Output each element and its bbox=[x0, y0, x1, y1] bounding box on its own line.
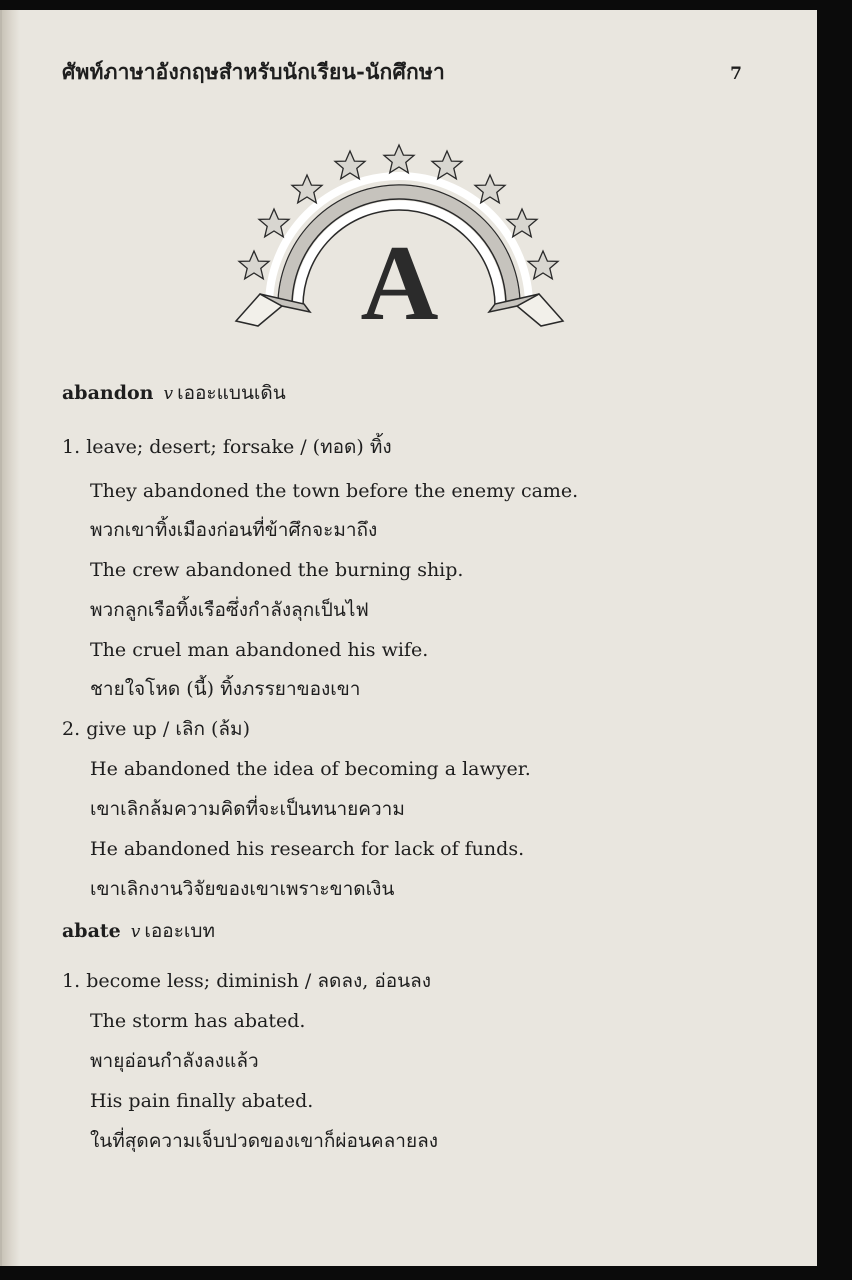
example-th: เขาเลิกล้มความคิดที่จะเป็นทนายความ bbox=[90, 798, 405, 820]
entry-abate bbox=[62, 916, 215, 946]
example-th: พายุอ่อนกำลังลงแล้ว bbox=[90, 1050, 259, 1072]
example-en: They abandoned the town before the enemy came. bbox=[90, 480, 579, 502]
example-th: พวกเขาทิ้งเมืองก่อนที่ข้าศึกจะมาถึง bbox=[90, 519, 378, 541]
section-letter: A bbox=[360, 224, 439, 343]
section-emblem bbox=[232, 136, 567, 343]
example-en: He abandoned the idea of becoming a lawyer. bbox=[90, 758, 531, 780]
example-th: ในที่สุดความเจ็บปวดของเขาก็ผ่อนคลายลง bbox=[90, 1130, 438, 1152]
example-th: พวกลูกเรือทิ้งเรือซึ่งกำลังลุกเป็นไฟ bbox=[90, 599, 369, 621]
pronunciation: เออะแบนเดิน bbox=[177, 382, 286, 404]
headword: abandon bbox=[62, 382, 154, 404]
page-spine-shadow bbox=[2, 10, 20, 1266]
sense-number: 2. bbox=[62, 718, 81, 740]
sense-number: 1. bbox=[62, 436, 81, 458]
sense-definition: give up / เลิก (ล้ม) bbox=[86, 718, 250, 740]
running-header-title: ศัพท์ภาษาอังกฤษสำหรับนักเรียน-นักศึกษา bbox=[62, 59, 445, 84]
example-en: The crew abandoned the burning ship. bbox=[90, 559, 464, 581]
example-en: He abandoned his research for lack of funds. bbox=[90, 838, 525, 860]
sense-line bbox=[62, 434, 392, 460]
example-en: His pain finally abated. bbox=[90, 1090, 314, 1112]
example-en: The storm has abated. bbox=[90, 1010, 306, 1032]
part-of-speech: v bbox=[130, 922, 141, 942]
part-of-speech: v bbox=[163, 384, 174, 404]
sense-number: 1. bbox=[62, 970, 81, 992]
headword: abate bbox=[62, 920, 121, 942]
pronunciation: เออะเบท bbox=[144, 920, 215, 942]
entry-headword-line bbox=[62, 916, 215, 946]
sense-line bbox=[62, 968, 431, 994]
entry-abandon bbox=[62, 378, 286, 408]
entry-headword-line bbox=[62, 378, 286, 408]
example-th: ชายใจโหด (นี้) ทิ้งภรรยาของเขา bbox=[90, 678, 361, 700]
page-number: 7 bbox=[730, 64, 742, 84]
book-page bbox=[0, 10, 817, 1266]
running-header bbox=[62, 56, 752, 96]
example-en: The cruel man abandoned his wife. bbox=[90, 639, 429, 661]
sense-definition: become less; diminish / ลดลง, อ่อนลง bbox=[86, 970, 432, 992]
example-th: เขาเลิกงานวิจัยของเขาเพราะขาดเงิน bbox=[90, 878, 395, 900]
sense-definition: leave; desert; forsake / (ทอด) ทิ้ง bbox=[86, 436, 392, 458]
sense-line bbox=[62, 716, 250, 742]
